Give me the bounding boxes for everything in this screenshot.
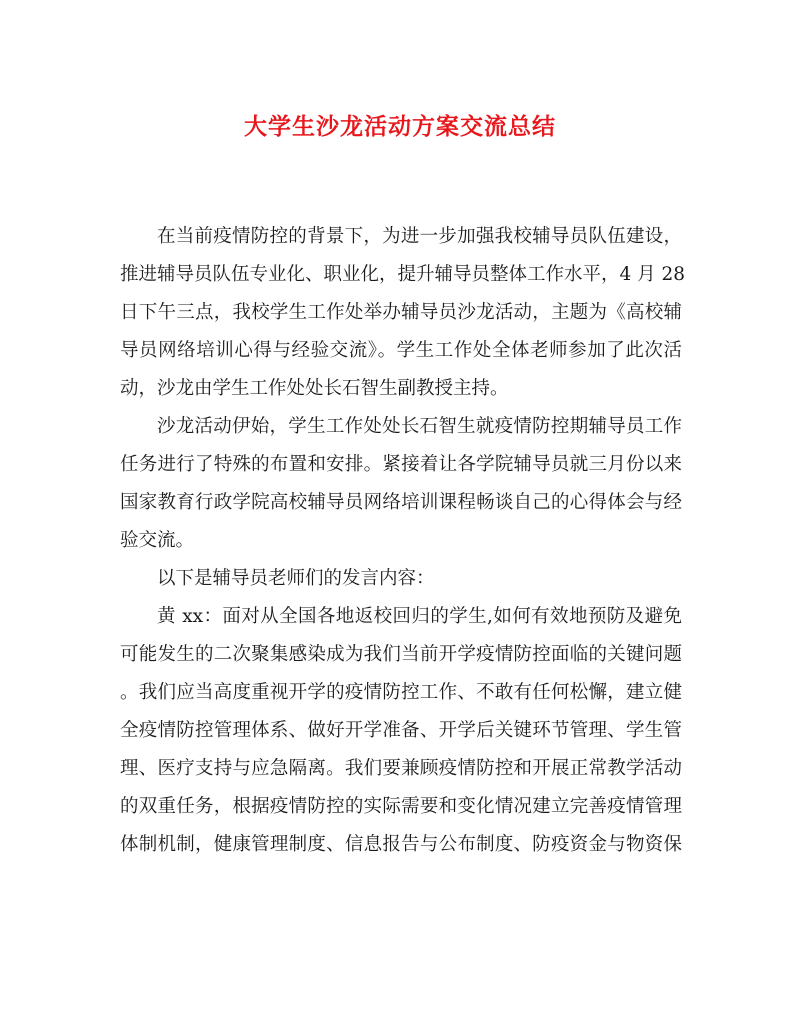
paragraph-2: [120, 408, 682, 560]
paragraph-line: 导员网络培训心得与经验交流》。学生工作处全体老师参加了此次活: [120, 340, 682, 361]
paragraph-line: 沙龙活动伊始，学生工作处处长石智生就疫情防控期辅导员工作: [157, 416, 682, 437]
paragraph-line: 理、医疗支持与应急隔离。我们要兼顾疫情防控和开展正常教学活动: [120, 758, 682, 779]
page-title: 大学生沙龙活动方案交流总结: [244, 113, 556, 140]
document-body: [120, 218, 686, 864]
paragraph-line: 推进辅导员队伍专业化、职业化，提升辅导员整体工作水平，4 月 28: [120, 264, 686, 285]
paragraph-line: 全疫情防控管理体系、做好开学准备、开学后关键环节管理、学生管: [120, 720, 682, 741]
paragraph-1: [120, 218, 686, 408]
paragraph-4: [120, 598, 682, 864]
paragraph-line: 验交流。: [120, 530, 195, 551]
paragraph-line: 在当前疫情防控的背景下，为进一步加强我校辅导员队伍建设，: [157, 226, 682, 247]
paragraph-line: 以下是辅导员老师们的发言内容：: [157, 568, 435, 589]
paragraph-line: 体制机制，健康管理制度、信息报告与公布制度、防疫资金与物资保: [120, 834, 682, 855]
paragraph-line: 可能发生的二次聚集感染成为我们当前开学疫情防控面临的关键问题: [120, 644, 682, 665]
paragraph-line: 动，沙龙由学生工作处处长石智生副教授主持。: [120, 378, 509, 399]
paragraph-3: [120, 560, 682, 598]
paragraph-line: 黄 xx：面对从全国各地返校回归的学生,如何有效地预防及避免: [157, 606, 682, 627]
paragraph-line: 的双重任务，根据疫情防控的实际需要和变化情况建立完善疫情管理: [120, 796, 682, 817]
paragraph-line: 。我们应当高度重视开学的疫情防控工作、不敢有任何松懈，建立健: [120, 682, 682, 703]
paragraph-line: 国家教育行政学院高校辅导员网络培训课程畅谈自己的心得体会与经: [120, 492, 682, 513]
paragraph-line: 任务进行了特殊的布置和安排。紧接着让各学院辅导员就三月份以来: [120, 454, 682, 475]
paragraph-line: 日下午三点，我校学生工作处举办辅导员沙龙活动，主题为《高校辅: [120, 302, 682, 323]
